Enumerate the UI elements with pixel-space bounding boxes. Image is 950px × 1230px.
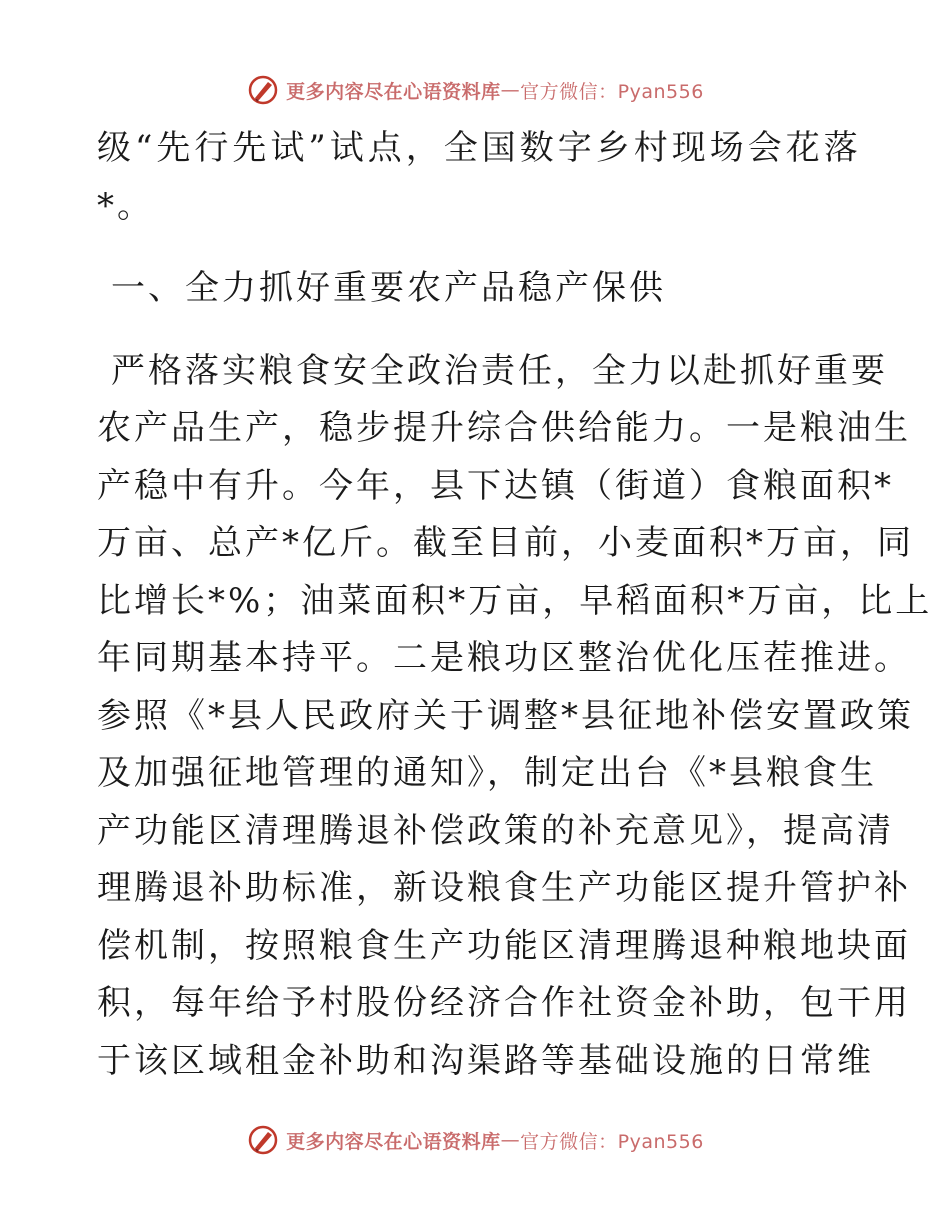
document-body [97,120,933,1090]
paragraph-line: 严格落实粮食安全政治责任，全力以赴抓好重要 [111,350,888,391]
paragraph-line: 偿机制，按照粮食生产功能区清理腾退种粮地块面 [97,925,911,966]
paragraph-line: 理腾退补助标准，新设粮食生产功能区提升管护补 [97,868,911,908]
paragraph-line: 比增长*%；油菜面积*万亩，早稻面积*万亩，比上 [97,580,933,621]
watermark-dash: — [500,1129,521,1151]
paragraph-line: 农产品生产，稳步提升综合供给能力。一是粮油生 [97,408,911,448]
watermark-wechat: 官方微信：Pyan556 [520,80,704,103]
paragraph-line: 产功能区清理腾退补偿政策的补充意见》，提高清 [97,810,894,851]
watermark-site-name: 更多内容尽在心语资料库 [286,80,501,103]
paragraph-line: 年同期基本持平。二是粮功区整治优化压茬推进。 [97,638,911,678]
footer-watermark [0,1120,950,1160]
watermark-wechat: 官方微信：Pyan556 [520,1130,704,1153]
watermark-site-name: 更多内容尽在心语资料库 [286,1130,501,1153]
paragraph-line: 于该区域租金补助和沟渠路等基础设施的日常维 [97,1040,874,1081]
body-line: *。 [97,185,154,226]
pen-logo-icon [246,1123,280,1157]
paragraph-line: 积，每年给予村股份经济合作社资金补助，包干用 [97,983,911,1023]
paragraph-line: 参照《*县人民政府关于调整*县征地补偿安置政策 [97,695,914,736]
paragraph-line: 万亩、总产*亿斤。截至目前，小麦面积*万亩，同 [97,523,914,563]
paragraph-line: 及加强征地管理的通知》，制定出台《*县粮食生 [97,753,877,793]
watermark-dash: — [500,79,521,101]
section-heading: 一、全力抓好重要农产品稳产保供 [111,268,666,308]
paragraph-line: 产稳中有升。今年，县下达镇（街道）食粮面积* [97,465,894,506]
header-watermark [0,70,950,110]
body-line: 级“先行先试”试点，全国数字乡村现场会花落 [97,128,862,168]
pen-logo-icon [246,73,280,107]
